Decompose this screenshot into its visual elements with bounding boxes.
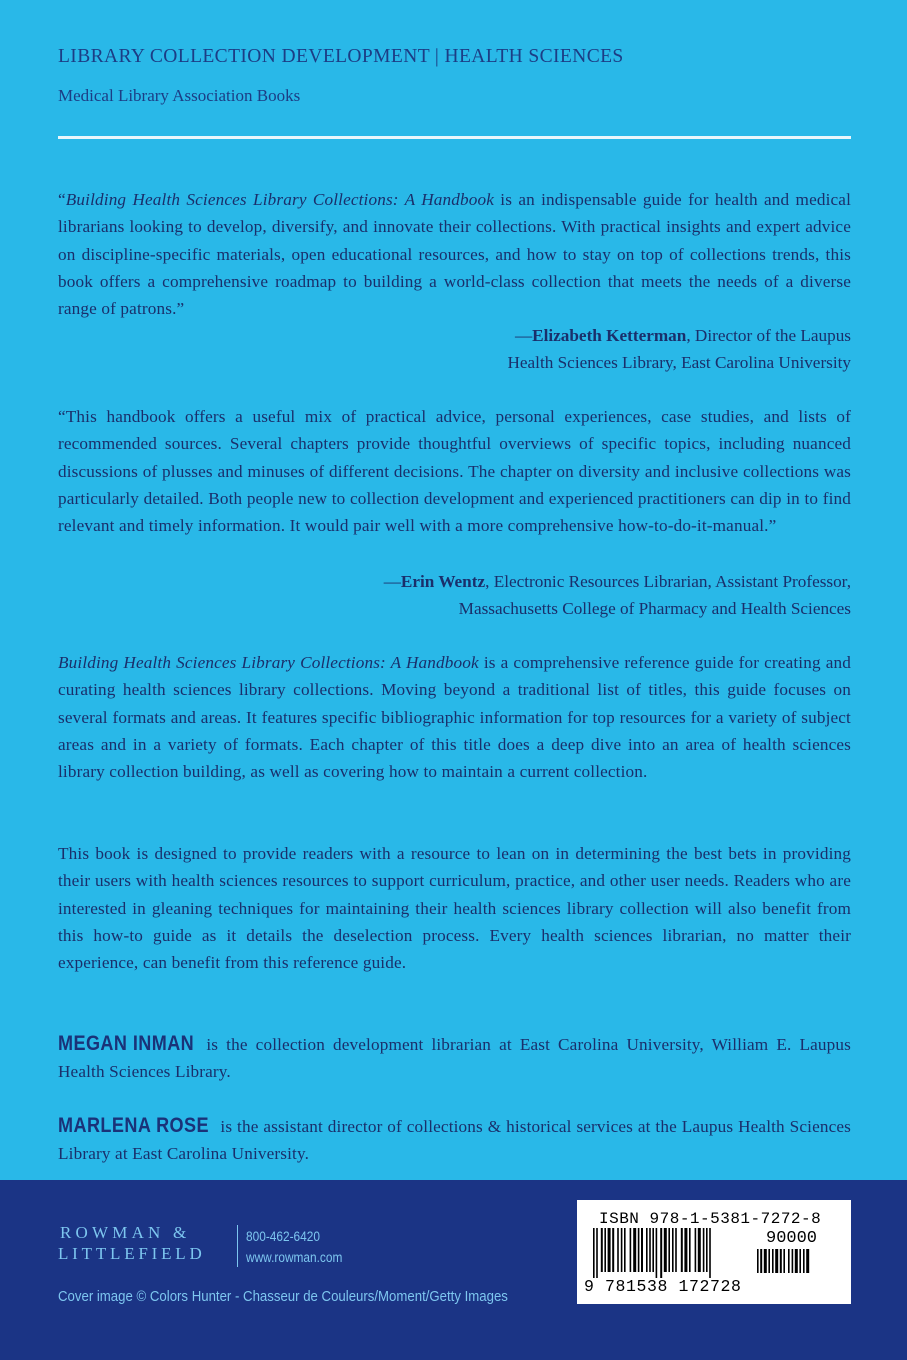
author-bio-text: is the collection development librarian at East Carolina University, William E. Laupus Health Sciences Library.: [58, 1035, 851, 1082]
barcode-bar: [675, 1228, 677, 1272]
endorsement-attribution: [251, 322, 851, 377]
barcode-bar: [788, 1249, 790, 1273]
barcode-bar: [617, 1228, 619, 1272]
endorsement-quote: [58, 186, 851, 322]
endorser-name: Erin Wentz: [400, 572, 486, 591]
barcode-bar: [664, 1228, 667, 1272]
barcode-bar: [775, 1249, 778, 1273]
barcode-bar: [641, 1228, 643, 1272]
barcode-bar: [709, 1228, 711, 1278]
barcode-bar: [695, 1228, 697, 1272]
barcode-bar: [806, 1249, 809, 1273]
endorser-affiliation: Massachusetts College of Pharmacy and Health Sciences: [458, 599, 851, 619]
barcode-bar: [764, 1249, 767, 1273]
series-name: Medical Library Association Books: [58, 86, 301, 105]
barcode-bar: [633, 1228, 636, 1272]
barcode-bar: [799, 1249, 801, 1273]
author-bio-text: is the assistant director of collections & historical services at the Laupus Health Sciences Library at East Carolina University.: [58, 1117, 851, 1164]
divider: [58, 136, 851, 139]
quote-open: “: [58, 190, 66, 209]
price-barcode: [757, 1249, 843, 1279]
author-name: MEGAN INMAN: [58, 1032, 195, 1055]
barcode-bar: [757, 1249, 759, 1273]
barcode-bar: [772, 1249, 774, 1273]
description-paragraph: [58, 649, 851, 785]
book-title: Building Health Sciences Library Collections: A Handbook: [58, 653, 479, 672]
barcode-bar: [601, 1228, 603, 1272]
barcode-digits: 9 781538 172728: [584, 1277, 742, 1296]
barcode-bar: [792, 1249, 794, 1273]
barcode-bar: [768, 1249, 770, 1273]
barcode-bar: [612, 1228, 614, 1272]
barcode-bar: [760, 1249, 762, 1273]
barcode-bar: [689, 1228, 691, 1272]
barcode-bar: [780, 1249, 782, 1273]
category-heading: LIBRARY COLLECTION DEVELOPMENT | HEALTH SCIENCES: [58, 46, 624, 67]
book-title: Building Health Sciences Library Collections: A Handbook: [65, 190, 495, 209]
attribution-dash: —: [514, 326, 533, 345]
barcode-bar: [624, 1228, 626, 1272]
barcode-bar: [681, 1228, 683, 1272]
publisher-website: www.rowman.com: [246, 1250, 343, 1265]
logo-separator: [237, 1225, 238, 1267]
barcode-bar: [783, 1249, 785, 1273]
publisher-logo-line1: ROWMAN &: [60, 1223, 191, 1242]
barcode-bar: [630, 1228, 632, 1272]
barcode-bar: [668, 1228, 670, 1272]
author-name: MARLENA ROSE: [58, 1114, 209, 1137]
barcode-bar: [621, 1228, 623, 1272]
author-bio: [58, 1112, 851, 1168]
barcode-bar: [795, 1249, 798, 1273]
barcode-bar: [604, 1228, 606, 1272]
barcode-bar: [646, 1228, 648, 1272]
author-bio: [58, 1030, 851, 1086]
barcode-bar: [684, 1228, 687, 1272]
cover-image-credit: Cover image © Colors Hunter - Chasseur de Couleurs/Moment/Getty Images: [58, 1288, 508, 1305]
barcode-bar: [656, 1228, 658, 1278]
barcode-bar: [660, 1228, 662, 1278]
price-code: 90000: [766, 1229, 818, 1248]
endorsement-quote: “This handbook offers a useful mix of practical advice, personal experiences, case studies, and lists of recommended sources. Several chapters provide thoughtful overviews of specific topics, including nuanced discussions of plusses and minuses of different decisions. The chapter on diversity and inclusive collections was particularly detailed. Both people new to collection development and experienced practitioners can dip in to find relevant and timely information. It would pair well with a more comprehensive how-to-do-it-manual.”: [58, 407, 851, 536]
barcode-bar: [803, 1249, 805, 1273]
endorser-name: Elizabeth Ketterman: [532, 326, 687, 345]
endorser-affiliation: Health Sciences Library, East Carolina University: [507, 353, 851, 373]
barcode-bar: [649, 1228, 651, 1272]
isbn-barcode: [593, 1228, 753, 1278]
publisher-phone: 800-462-6420: [246, 1229, 320, 1244]
attribution-dash: —: [383, 572, 401, 591]
endorsement-attribution: [251, 568, 851, 623]
endorser-affiliation: , Director of the Laupus: [686, 326, 851, 345]
publisher-contact: [246, 1226, 342, 1268]
endorser-affiliation: , Electronic Resources Librarian, Assistant Professor,: [485, 572, 851, 591]
barcode-bar: [652, 1228, 654, 1272]
quote-text: is an indispensable guide for health and medical librarians looking to develop, diversify, and innovate their collections. With practical insights and expert advice on discipline-specific materials, open educational resources, and how to stay on top of collections trends, this book offers a comprehensive roadmap to building a world-class collection that meets the needs of a diverse range of patrons.”: [58, 190, 851, 319]
description-text: is a comprehensive reference guide for creating and curating health sciences library collections. Moving beyond a traditional list of titles, this guide focuses on several formats and areas. It features specific bibliographic information for top resources for a variety of subject areas and in a variety of formats. Each chapter of this title does a deep dive into an area of health sciences library collection building, as well as covering how to maintain a current collection.: [58, 653, 851, 782]
description-paragraph: This book is designed to provide readers with a resource to lean on in determining the best bets in providing their users with health sciences resources to support curriculum, practice, and other user needs. Readers who are interested in gleaning techniques for maintaining their health sciences library collection will also benefit from this how-to guide as it details the deselection process. Every health sciences librarian, no matter their experience, can benefit from this reference guide.: [58, 844, 851, 973]
barcode-bar: [593, 1228, 595, 1278]
isbn-label: ISBN 978-1-5381-7272-8: [599, 1210, 822, 1228]
barcode-bar: [703, 1228, 705, 1272]
barcode-bar: [698, 1228, 701, 1272]
barcode-bar: [638, 1228, 640, 1272]
barcode-bar: [706, 1228, 708, 1272]
barcode-bar: [608, 1228, 611, 1272]
publisher-logo: [58, 1222, 233, 1264]
publisher-logo-line2: LITTLEFIELD: [58, 1244, 206, 1263]
barcode-bar: [596, 1228, 598, 1278]
barcode-bar: [672, 1228, 674, 1272]
